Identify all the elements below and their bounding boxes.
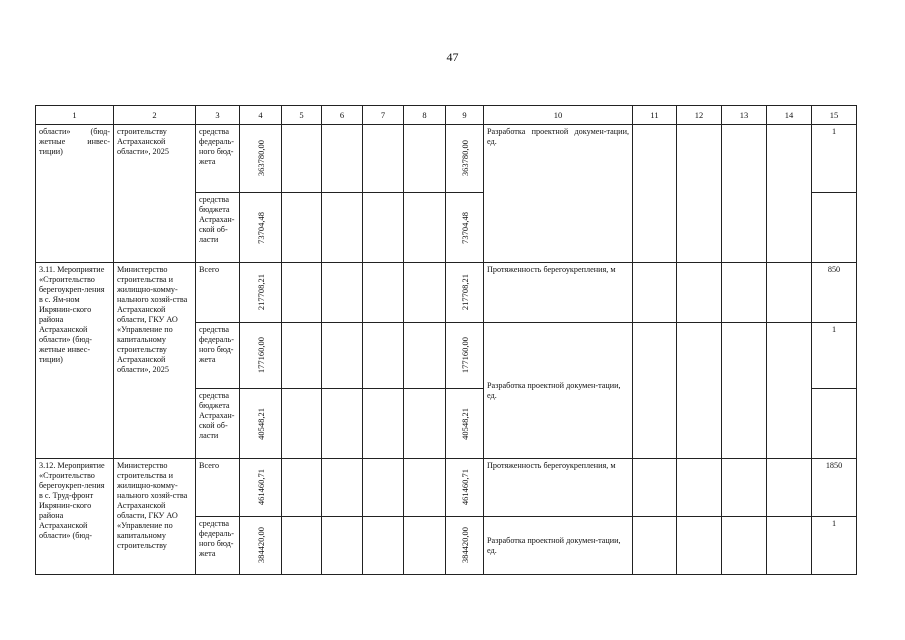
column-header: 6 <box>322 106 363 125</box>
empty-cell <box>404 323 446 389</box>
amount-total-cell <box>240 323 282 389</box>
column-header: 3 <box>196 106 240 125</box>
empty-cell <box>363 389 404 459</box>
amount-total-cell <box>240 389 282 459</box>
empty-cell <box>722 263 767 323</box>
column-header: 7 <box>363 106 404 125</box>
funding-source: средства федераль-ного бюд-жета <box>196 125 240 193</box>
empty-cell <box>322 389 363 459</box>
empty-cell <box>404 517 446 575</box>
empty-cell <box>677 517 722 575</box>
column-header: 1 <box>36 106 114 125</box>
page-number: 47 <box>446 50 459 64</box>
amount-total: 177160,00 <box>255 337 266 374</box>
amount-year-cell <box>446 389 484 459</box>
amount-total: 363780,00 <box>255 140 266 177</box>
empty-cell <box>722 125 767 263</box>
empty-cell <box>633 125 677 263</box>
funding-source: Всего <box>196 459 240 517</box>
indicator-name: Разработка проектной докумен-тации, ед. <box>484 517 633 575</box>
empty-cell <box>404 459 446 517</box>
empty-cell <box>282 125 322 193</box>
funding-source: Всего <box>196 263 240 323</box>
amount-year: 217708,21 <box>459 274 470 311</box>
empty-cell <box>404 263 446 323</box>
empty-cell <box>633 323 677 459</box>
amount-year-cell <box>446 517 484 575</box>
empty-cell <box>404 193 446 263</box>
empty-cell <box>767 263 812 323</box>
indicator-value: 850 <box>812 263 857 323</box>
amount-year-cell <box>446 263 484 323</box>
amount-year: 461460,71 <box>459 469 470 506</box>
column-header: 8 <box>404 106 446 125</box>
amount-total-cell <box>240 193 282 263</box>
column-header: 4 <box>240 106 282 125</box>
empty-cell <box>633 517 677 575</box>
empty-cell <box>677 263 722 323</box>
empty-cell <box>767 517 812 575</box>
executor: строительству Астраханской области», 2025 <box>114 125 196 263</box>
table-row <box>36 125 857 193</box>
empty-cell <box>363 125 404 193</box>
column-header: 13 <box>722 106 767 125</box>
column-header: 15 <box>812 106 857 125</box>
column-header: 12 <box>677 106 722 125</box>
column-number-row <box>36 106 857 125</box>
executor: Министерство строительства и жилищно-комму-нального хозяй-ства Астраханской области, ГКУ АО «Управление по капитальному строительству Астраханской области», 2025 <box>114 263 196 459</box>
amount-total-cell <box>240 263 282 323</box>
empty-cell <box>282 389 322 459</box>
indicator-value: 1 <box>812 517 857 575</box>
empty-cell <box>722 459 767 517</box>
column-header: 11 <box>633 106 677 125</box>
amount-year: 384420,00 <box>459 527 470 564</box>
amount-year-cell <box>446 323 484 389</box>
table-row <box>36 459 857 517</box>
amount-year-cell <box>446 193 484 263</box>
amount-year-cell <box>446 125 484 193</box>
empty-cell <box>322 517 363 575</box>
program-table <box>35 105 857 575</box>
empty-cell <box>282 323 322 389</box>
empty-cell <box>363 459 404 517</box>
empty-cell <box>322 323 363 389</box>
measure-name: области» (бюд-жетные инвес-тиции) <box>36 125 114 263</box>
indicator-value: 1 <box>812 323 857 389</box>
empty-cell <box>633 459 677 517</box>
funding-source: средства федераль-ного бюд-жета <box>196 323 240 389</box>
amount-year: 40548,21 <box>459 407 470 440</box>
empty-cell <box>282 193 322 263</box>
measure-name: 3.11. Мероприятие «Строительство берегоукреп-ления в с. Ям-ном Икрянин-ского района Астраханской области» (бюд-жетные инвес-тиции) <box>36 263 114 459</box>
empty-cell <box>722 517 767 575</box>
column-header: 9 <box>446 106 484 125</box>
amount-year-cell <box>446 459 484 517</box>
amount-year: 73704,48 <box>459 211 470 244</box>
amount-total-cell <box>240 459 282 517</box>
empty-cell <box>363 193 404 263</box>
executor: Министерство строительства и жилищно-комму-нального хозяй-ства Астраханской области, ГКУ АО «Управление по капитальному строительству <box>114 459 196 575</box>
measure-name: 3.12. Мероприятие «Строительство берегоукреп-ления в с. Труд-фронт Икрянин-ского района Астраханской области» (бюд- <box>36 459 114 575</box>
empty-cell <box>282 517 322 575</box>
column-header: 2 <box>114 106 196 125</box>
amount-total-cell <box>240 517 282 575</box>
funding-source: средства федераль-ного бюд-жета <box>196 517 240 575</box>
empty-cell <box>812 193 857 263</box>
amount-total-cell <box>240 125 282 193</box>
amount-total: 73704,48 <box>255 211 266 244</box>
empty-cell <box>677 125 722 263</box>
indicator-value: 1 <box>812 125 857 193</box>
column-header: 5 <box>282 106 322 125</box>
empty-cell <box>322 459 363 517</box>
empty-cell <box>363 517 404 575</box>
funding-source: средства бюджета Астрахан-ской об-ласти <box>196 193 240 263</box>
empty-cell <box>767 459 812 517</box>
empty-cell <box>767 323 812 459</box>
empty-cell <box>812 389 857 459</box>
column-header: 14 <box>767 106 812 125</box>
empty-cell <box>677 459 722 517</box>
indicator-name: Разработка проектной докумен-тации, ед. <box>484 323 633 459</box>
indicator-value: 1850 <box>812 459 857 517</box>
amount-year: 177160,00 <box>459 337 470 374</box>
empty-cell <box>722 323 767 459</box>
empty-cell <box>322 193 363 263</box>
empty-cell <box>363 263 404 323</box>
table-row <box>36 263 857 323</box>
empty-cell <box>322 263 363 323</box>
column-header: 10 <box>484 106 633 125</box>
indicator-name: Протяженность берегоукрепления, м <box>484 459 633 517</box>
empty-cell <box>633 263 677 323</box>
empty-cell <box>282 263 322 323</box>
indicator-name: Протяженность берегоукрепления, м <box>484 263 633 323</box>
empty-cell <box>363 323 404 389</box>
amount-total: 40548,21 <box>255 407 266 440</box>
funding-source: средства бюджета Астрахан-ской об-ласти <box>196 389 240 459</box>
amount-year: 363780,00 <box>459 140 470 177</box>
empty-cell <box>322 125 363 193</box>
amount-total: 461460,71 <box>255 469 266 506</box>
amount-total: 384420,00 <box>255 527 266 564</box>
empty-cell <box>404 125 446 193</box>
empty-cell <box>404 389 446 459</box>
empty-cell <box>767 125 812 263</box>
indicator-name: Разработка проектной докумен-тации, ед. <box>484 125 633 263</box>
empty-cell <box>677 323 722 459</box>
empty-cell <box>282 459 322 517</box>
amount-total: 217708,21 <box>255 274 266 311</box>
